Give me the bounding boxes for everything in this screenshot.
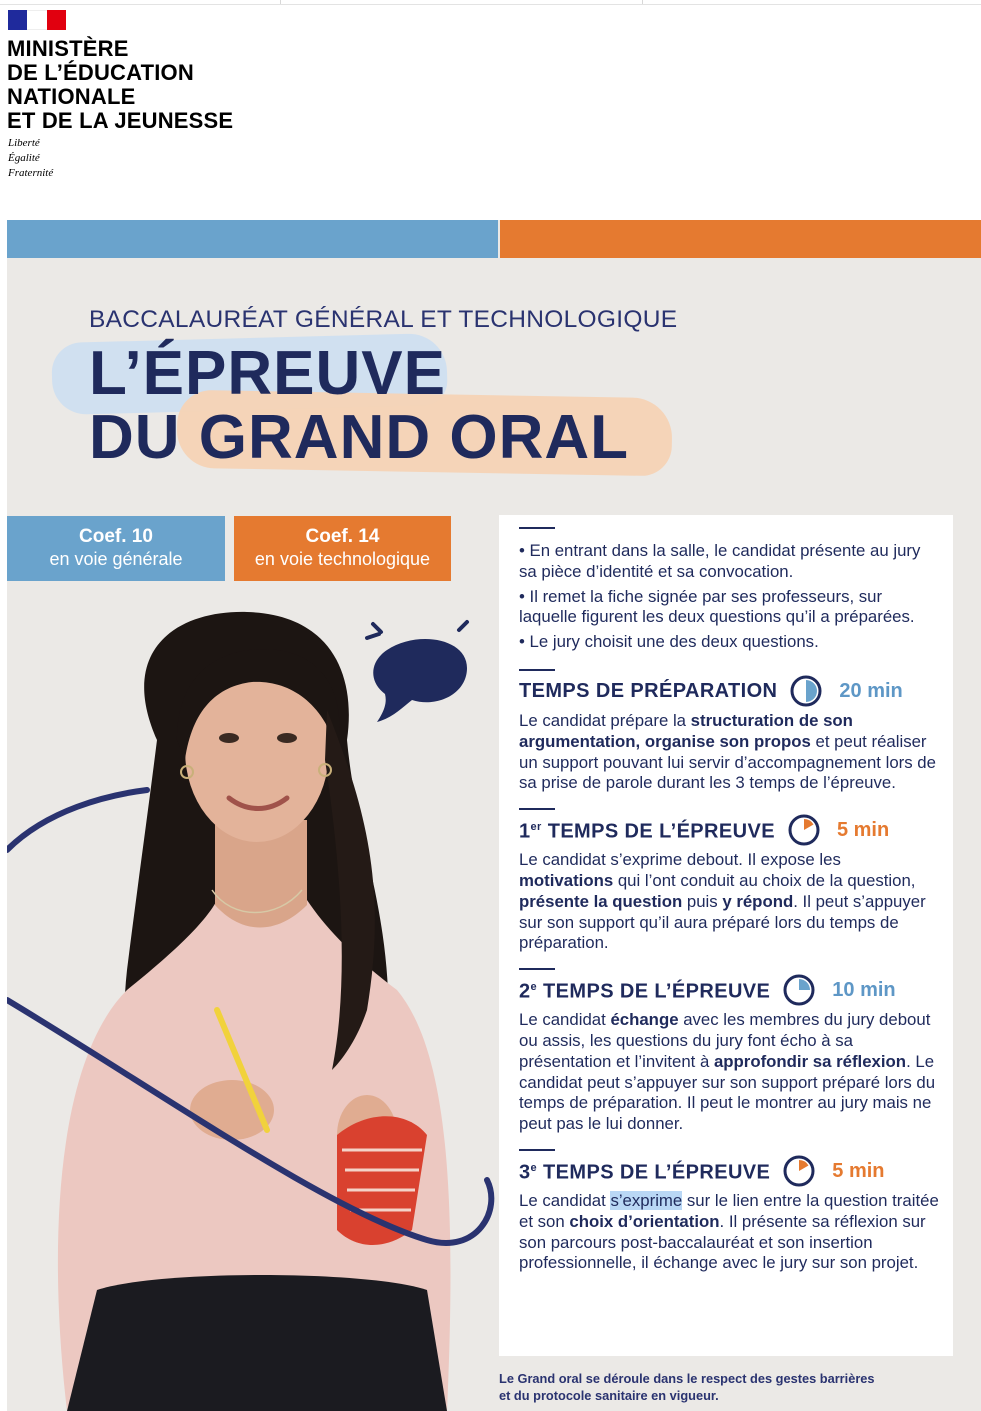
intro-bullet: • En entrant dans la salle, le candidat présente au jury sa pièce d’identité et sa convocation. xyxy=(519,541,921,581)
coef-track: en voie générale xyxy=(49,549,183,569)
top-bar-orange xyxy=(500,220,981,258)
intro-bullet: • Le jury choisit une des deux questions. xyxy=(519,632,819,652)
section-title xyxy=(519,977,770,1002)
bold-phrase: motivations xyxy=(519,870,614,890)
title-prefix: DU xyxy=(89,403,181,472)
motto-line: Fraternité xyxy=(8,167,54,179)
text-run: Le candidat prépare la xyxy=(519,710,691,730)
text-run: Le candidat xyxy=(519,1010,611,1030)
section-ordinal: e xyxy=(530,1162,538,1175)
ministry-line: DE L’ÉDUCATION xyxy=(7,60,194,85)
section-duration: 5 min xyxy=(832,1159,885,1182)
ministry-line: NATIONALE xyxy=(7,84,136,109)
motto-line: Égalité xyxy=(8,152,40,164)
bold-phrase: approfondir sa réflexion xyxy=(713,1051,907,1071)
section-title-text: TEMPS DE L’ÉPREUVE xyxy=(543,981,771,1004)
title-line-2 xyxy=(89,403,629,472)
highlighted-phrase: s’exprime xyxy=(610,1190,683,1210)
ministry-name xyxy=(7,37,233,133)
title-main: GRAND ORAL xyxy=(198,403,629,472)
title-line-1: L’ÉPREUVE xyxy=(89,339,446,408)
footer-line: et du protocole sanitaire en vigueur. xyxy=(499,1388,719,1403)
section-duration: 20 min xyxy=(839,679,903,702)
timer-5min-icon xyxy=(782,1154,816,1188)
section-title xyxy=(519,1158,770,1183)
text-run: et peut réaliser un support pouvant lui servir d’accompagnement lors de sa prise de parole durant les 3 temps de l’épreuve. xyxy=(519,731,936,793)
section-ordinal: e xyxy=(530,981,538,994)
coef-value: Coef. 10 xyxy=(79,526,153,547)
timer-20min-icon xyxy=(789,674,823,708)
section-ordinal: er xyxy=(530,821,542,834)
text-run: . Le candidat peut s’appuyer sur son support préparé lors du temps de préparation. Il peut le montrer au jury mais ne peut pas le lui donner. xyxy=(519,1051,936,1134)
coef-track: en voie technologique xyxy=(254,549,431,569)
poster-subtitle: BACCALAURÉAT GÉNÉRAL ET TECHNOLOGIQUE xyxy=(89,306,678,333)
third-part-header xyxy=(519,1151,939,1191)
first-part-header xyxy=(519,810,939,850)
timer-5min-icon xyxy=(787,813,821,847)
student-photo xyxy=(7,590,497,1411)
ministry-line: ET DE LA JEUNESSE xyxy=(7,108,234,133)
bold-phrase: choix d’orientation xyxy=(569,1211,720,1231)
second-part-header xyxy=(519,970,939,1010)
top-bar-blue xyxy=(7,220,498,258)
top-line-tick xyxy=(280,0,281,4)
poster xyxy=(7,220,981,1411)
section-title-text: TEMPS DE L’ÉPREUVE xyxy=(547,821,775,844)
timer-10min-icon xyxy=(782,973,816,1007)
text-run: Le candidat xyxy=(519,1190,611,1210)
section-title: TEMPS DE PRÉPARATION xyxy=(519,679,778,702)
top-line-tick xyxy=(642,0,643,4)
coef-general-badge xyxy=(7,516,225,581)
text-run: sur le lien entre la question traitée et son xyxy=(519,1190,939,1231)
section-divider xyxy=(519,527,555,529)
poster-title xyxy=(89,339,629,472)
section-duration: 10 min xyxy=(832,978,896,1001)
section-number: 3 xyxy=(519,1161,531,1184)
text-run: avec les membres du jury debout ou assis, les questions du jury font écho à sa présentation et l’invitent à xyxy=(519,1010,931,1071)
section-text xyxy=(519,1191,939,1274)
text-run: . Il peut s’appuyer sur son support qu’il aura préparé lors du temps de préparation. xyxy=(519,891,926,953)
bold-phrase: y répond xyxy=(722,891,794,911)
browser-top-line xyxy=(0,0,981,5)
coef-technological-badge xyxy=(234,516,451,581)
text-run: qui l’ont conduit au choix de la question, xyxy=(613,870,916,890)
preparation-header xyxy=(519,671,939,711)
section-text xyxy=(519,1010,939,1135)
ministry-line: MINISTÈRE xyxy=(7,36,129,61)
footer-line: Le Grand oral se déroule dans le respect des gestes barrières xyxy=(499,1371,875,1386)
intro-bullet: • Il remet la fiche signée par ses professeurs, sur laquelle figurent les deux questions qu’il a préparées. xyxy=(519,586,915,627)
section-duration: 5 min xyxy=(836,818,890,841)
info-panel xyxy=(499,515,953,1356)
coef-value: Coef. 14 xyxy=(305,526,380,547)
section-number: 2 xyxy=(519,981,531,1004)
text-run: . Il présente sa réflexion sur son parcours post-baccalauréat et son insertion professionnelle, il échange avec le jury sur son projet. xyxy=(519,1211,926,1273)
text-run: puis xyxy=(682,891,723,911)
section-text xyxy=(519,711,939,794)
section-title-text: TEMPS DE L’ÉPREUVE xyxy=(543,1161,771,1184)
sanitary-footer-note xyxy=(499,1370,959,1404)
republic-motto xyxy=(8,136,53,181)
section-title xyxy=(519,817,775,842)
section-text xyxy=(519,850,939,954)
bold-phrase: présente la question xyxy=(519,891,683,911)
bold-phrase: échange xyxy=(610,1010,679,1030)
bold-phrase: structuration de son argumentation, organise son propos xyxy=(519,710,853,751)
section-number: 1 xyxy=(519,821,531,844)
text-run: Le candidat s’exprime debout. Il expose les xyxy=(519,850,841,870)
french-flag-icon xyxy=(8,10,66,30)
motto-line: Liberté xyxy=(8,137,40,149)
